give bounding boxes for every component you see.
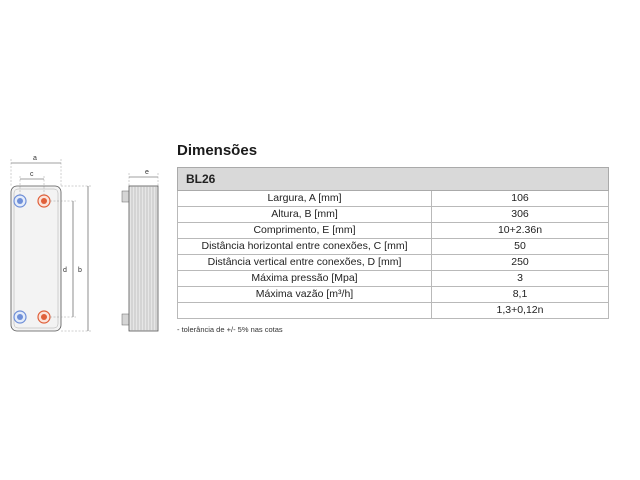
model-name: BL26 — [178, 168, 609, 191]
row-value: 306 — [432, 207, 609, 223]
row-label: Comprimento, E [mm] — [178, 223, 432, 239]
tolerance-note: - tolerância de +/- 5% nas cotas — [177, 325, 283, 334]
model-header-row — [178, 168, 609, 191]
table-row — [178, 255, 609, 271]
table-row — [178, 223, 609, 239]
row-value: 50 — [432, 239, 609, 255]
row-label: Distância horizontal entre conexões, C [mm] — [178, 239, 432, 255]
row-label: Máxima vazão [m³/h] — [178, 287, 432, 303]
table-row — [178, 303, 609, 319]
spec-table — [177, 167, 609, 319]
dim-label-c: c — [30, 171, 34, 178]
table-row — [178, 239, 609, 255]
table-row — [178, 271, 609, 287]
table-row — [178, 191, 609, 207]
section-title: Dimensões — [177, 142, 258, 159]
dim-label-d: d — [63, 267, 67, 274]
heat-exchanger-drawing — [0, 0, 170, 480]
row-value: 10+2.36n — [432, 223, 609, 239]
port-top-right — [38, 195, 50, 207]
dim-label-b: b — [78, 267, 82, 274]
row-value: 1,3+0,12n — [432, 303, 609, 319]
port-bottom-right — [38, 311, 50, 323]
row-label: Altura, B [mm] — [178, 207, 432, 223]
side-view — [122, 169, 158, 331]
plate-pack — [129, 186, 158, 331]
dim-label-a: a — [33, 155, 37, 162]
front-view — [11, 155, 91, 331]
table-row — [178, 287, 609, 303]
row-value: 106 — [432, 191, 609, 207]
plate-outline — [11, 186, 61, 331]
row-value: 3 — [432, 271, 609, 287]
row-value: 250 — [432, 255, 609, 271]
row-label: Distância vertical entre conexões, D [mm] — [178, 255, 432, 271]
row-label: Largura, A [mm] — [178, 191, 432, 207]
row-label: Máxima pressão [Mpa] — [178, 271, 432, 287]
port-bottom-left — [14, 311, 26, 323]
dim-label-e: e — [145, 169, 149, 176]
row-value: 8,1 — [432, 287, 609, 303]
table-row — [178, 207, 609, 223]
row-label — [178, 303, 432, 319]
port-top-left — [14, 195, 26, 207]
